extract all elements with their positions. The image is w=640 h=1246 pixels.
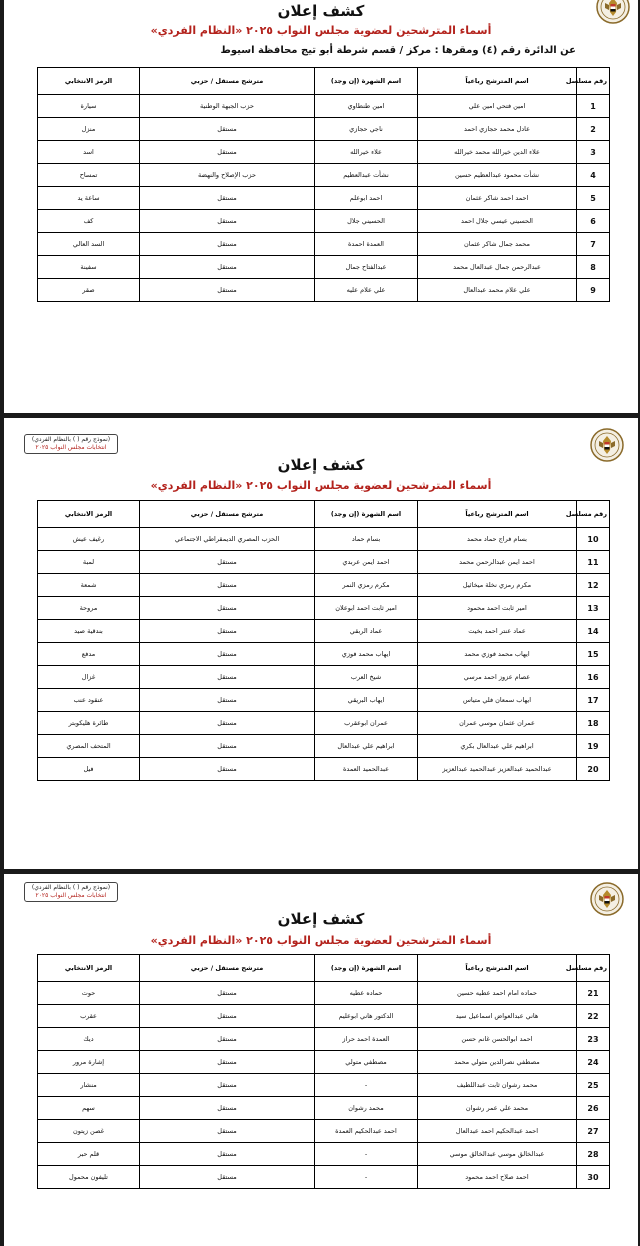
header-name: اسم المترشح رباعياً: [418, 501, 577, 528]
cell-serial: 20: [577, 758, 610, 781]
cell-affiliation: مستقل: [140, 279, 315, 302]
table-row: [38, 597, 610, 620]
cell-serial: 3: [577, 141, 610, 164]
header-name: اسم المترشح رباعياً: [418, 955, 577, 982]
cell-affiliation: مستقل: [140, 256, 315, 279]
cell-candidate-name: عادل محمد حجازي احمد: [418, 118, 577, 141]
table-row: [38, 528, 610, 551]
table-row: [38, 689, 610, 712]
cell-popular-name: عمران ابوعقرب: [315, 712, 418, 735]
cell-symbol: مروحة: [38, 597, 140, 620]
page-subtitle: أسماء المترشحين لعضوية مجلس النواب ٢٠٢٥ «النظام الفردي»: [150, 479, 492, 492]
cell-candidate-name: ابراهيم علي عبدالعال بكري: [418, 735, 577, 758]
table-header-row: [38, 955, 610, 982]
cell-affiliation: مستقل: [140, 1051, 315, 1074]
cell-serial: 7: [577, 233, 610, 256]
cell-affiliation: مستقل: [140, 597, 315, 620]
cell-symbol: رغيف عيش: [38, 528, 140, 551]
cell-affiliation: مستقل: [140, 1074, 315, 1097]
cell-symbol: غصن زيتون: [38, 1120, 140, 1143]
cell-serial: 15: [577, 643, 610, 666]
cell-candidate-name: امير ثابت احمد محمود: [418, 597, 577, 620]
stamp-line-1: (نموذج رقم ( ) بالنظام الفردي): [31, 436, 111, 443]
cell-affiliation: مستقل: [140, 982, 315, 1005]
cell-serial: 4: [577, 164, 610, 187]
cell-symbol: حوت: [38, 982, 140, 1005]
cell-affiliation: مستقل: [140, 712, 315, 735]
table-row: [38, 1005, 610, 1028]
cell-popular-name: -: [315, 1143, 418, 1166]
stamp-line-2: انتخابات مجلس النواب ٢٠٢٥: [35, 892, 107, 899]
cell-candidate-name: محمد علي عمر رشوان: [418, 1097, 577, 1120]
cell-serial: 17: [577, 689, 610, 712]
cell-candidate-name: علي علام محمد عبدالعال: [418, 279, 577, 302]
cell-affiliation: مستقل: [140, 233, 315, 256]
header-symbol: الرمز الانتخابي: [38, 68, 140, 95]
table-row: [38, 1143, 610, 1166]
cell-serial: 30: [577, 1166, 610, 1189]
stamp-line-2: انتخابات مجلس النواب ٢٠٢٥: [35, 444, 107, 451]
table-row: [38, 1051, 610, 1074]
cell-symbol: تليفون محمول: [38, 1166, 140, 1189]
cell-popular-name: احمد ايمن عربدي: [315, 551, 418, 574]
cell-popular-name: مكرم رمزي النمر: [315, 574, 418, 597]
cell-affiliation: مستقل: [140, 141, 315, 164]
cell-affiliation: حزب الجبهة الوطنية: [140, 95, 315, 118]
cell-serial: 5: [577, 187, 610, 210]
header-popular-name: اسم الشهرة (إن وجد): [315, 955, 418, 982]
cell-affiliation: مستقل: [140, 1028, 315, 1051]
cell-serial: 22: [577, 1005, 610, 1028]
cell-affiliation: مستقل: [140, 666, 315, 689]
cell-symbol: السد العالي: [38, 233, 140, 256]
table-body: [38, 528, 610, 781]
cell-popular-name: ناجي حجازي: [315, 118, 418, 141]
cell-serial: 23: [577, 1028, 610, 1051]
cell-serial: 24: [577, 1051, 610, 1074]
header-affiliation: مترشح مستقل / حزبي: [140, 955, 315, 982]
table-row: [38, 551, 610, 574]
cell-candidate-name: عبدالحميد عبدالعزيز عبدالحميد عبدالعزيز: [418, 758, 577, 781]
cell-symbol: ساعة يد: [38, 187, 140, 210]
cell-popular-name: حماده عطيه: [315, 982, 418, 1005]
cell-symbol: عقرب: [38, 1005, 140, 1028]
cell-serial: 25: [577, 1074, 610, 1097]
cell-popular-name: -: [315, 1166, 418, 1189]
cell-symbol: إشارة مرور: [38, 1051, 140, 1074]
table-row: [38, 256, 610, 279]
page-subtitle: أسماء المترشحين لعضوية مجلس النواب ٢٠٢٥ «النظام الفردي»: [150, 934, 492, 947]
cell-popular-name: ايهاب محمد فوزي: [315, 643, 418, 666]
cell-candidate-name: احمد عبدالحكيم احمد عبدالعال: [418, 1120, 577, 1143]
cell-candidate-name: احمد ابوالحسن غانم حسن: [418, 1028, 577, 1051]
cell-symbol: غزال: [38, 666, 140, 689]
cell-candidate-name: محمد جمال شاكر عثمان: [418, 233, 577, 256]
cell-symbol: طائرة هليكوبتر: [38, 712, 140, 735]
page-title: كشف إعلان: [277, 2, 365, 20]
table-header-row: [38, 68, 610, 95]
table-row: [38, 574, 610, 597]
cell-popular-name: محمد رشوان: [315, 1097, 418, 1120]
cell-symbol: لمبة: [38, 551, 140, 574]
cell-serial: 6: [577, 210, 610, 233]
cell-affiliation: مستقل: [140, 620, 315, 643]
cell-affiliation: مستقل: [140, 758, 315, 781]
cell-symbol: اسد: [38, 141, 140, 164]
cell-symbol: سهم: [38, 1097, 140, 1120]
cell-symbol: المتحف المصري: [38, 735, 140, 758]
cell-popular-name: مصطفي متولي: [315, 1051, 418, 1074]
document-page-3: [4, 874, 638, 1246]
cell-symbol: قلم حبر: [38, 1143, 140, 1166]
cell-affiliation: مستقل: [140, 1097, 315, 1120]
cell-serial: 16: [577, 666, 610, 689]
cell-affiliation: مستقل: [140, 574, 315, 597]
table-row: [38, 1028, 610, 1051]
table-body: [38, 982, 610, 1189]
cell-affiliation: مستقل: [140, 551, 315, 574]
cell-serial: 12: [577, 574, 610, 597]
cell-candidate-name: ايهاب محمد فوزي محمد: [418, 643, 577, 666]
cell-symbol: منشار: [38, 1074, 140, 1097]
document-page-2: [4, 418, 638, 869]
header-affiliation: مترشح مستقل / حزبي: [140, 501, 315, 528]
cell-candidate-name: عماد عنتر احمد بخيت: [418, 620, 577, 643]
table-body: [38, 95, 610, 302]
cell-popular-name: عبدالحميد العمدة: [315, 758, 418, 781]
cell-popular-name: الدكتور هاني ابوعليم: [315, 1005, 418, 1028]
table-row: [38, 1120, 610, 1143]
cell-serial: 8: [577, 256, 610, 279]
cell-popular-name: نشأت عبدالعظيم: [315, 164, 418, 187]
cell-symbol: سيارة: [38, 95, 140, 118]
cell-candidate-name: ايهاب سمعان فلي متياس: [418, 689, 577, 712]
cell-serial: 21: [577, 982, 610, 1005]
header-affiliation: مترشح مستقل / حزبي: [140, 68, 315, 95]
table-header-row: [38, 501, 610, 528]
form-stamp: [24, 434, 118, 454]
header-symbol: الرمز الانتخابي: [38, 955, 140, 982]
cell-serial: 9: [577, 279, 610, 302]
cell-candidate-name: امين فتحي امين علي: [418, 95, 577, 118]
page-subtitle: أسماء المترشحين لعضوية مجلس النواب ٢٠٢٥ «النظام الفردي»: [150, 24, 492, 37]
cell-popular-name: العمدة احمد حراز: [315, 1028, 418, 1051]
document-page-1: [4, 0, 638, 413]
cell-serial: 13: [577, 597, 610, 620]
cell-popular-name: علي علام عليه: [315, 279, 418, 302]
cell-candidate-name: حماده امام احمد عطيه حسين: [418, 982, 577, 1005]
header-serial: رقم مسلسل: [577, 501, 610, 528]
cell-serial: 11: [577, 551, 610, 574]
cell-serial: 2: [577, 118, 610, 141]
header-serial: رقم مسلسل: [577, 955, 610, 982]
cell-popular-name: العمدة احمدة: [315, 233, 418, 256]
form-stamp: [24, 882, 118, 902]
cell-candidate-name: محمد رشوان ثابت عبداللطيف: [418, 1074, 577, 1097]
header-popular-name: اسم الشهرة (إن وجد): [315, 501, 418, 528]
table-row: [38, 279, 610, 302]
cell-serial: 18: [577, 712, 610, 735]
cell-candidate-name: عبدالرحمن جمال عبدالعال محمد: [418, 256, 577, 279]
cell-candidate-name: مصطفي نصرالدين متولي محمد: [418, 1051, 577, 1074]
cell-serial: 19: [577, 735, 610, 758]
header-serial: رقم مسلسل: [577, 68, 610, 95]
cell-candidate-name: الحسيني عيسي جلال احمد: [418, 210, 577, 233]
cell-candidate-name: بسام فراج حماد محمد: [418, 528, 577, 551]
cell-symbol: شمعة: [38, 574, 140, 597]
cell-symbol: سفينة: [38, 256, 140, 279]
table-row: [38, 141, 610, 164]
cell-popular-name: امير ثابت احمد ابوعلان: [315, 597, 418, 620]
table-row: [38, 164, 610, 187]
cell-serial: 1: [577, 95, 610, 118]
cell-symbol: ديك: [38, 1028, 140, 1051]
table-row: [38, 210, 610, 233]
cell-popular-name: بسام حماد: [315, 528, 418, 551]
cell-serial: 28: [577, 1143, 610, 1166]
cell-popular-name: ابراهيم علي عبدالعال: [315, 735, 418, 758]
cell-popular-name: احمد عبدالحكيم العمدة: [315, 1120, 418, 1143]
table-row: [38, 620, 610, 643]
cell-serial: 10: [577, 528, 610, 551]
cell-candidate-name: عصام عزوز احمد مرسي: [418, 666, 577, 689]
cell-candidate-name: هاني عبدالعواض اسماعيل سيد: [418, 1005, 577, 1028]
candidates-table: [37, 67, 610, 302]
cell-affiliation: حزب الإصلاح والنهضة: [140, 164, 315, 187]
cell-candidate-name: احمد ايمن عبدالرحمن محمد: [418, 551, 577, 574]
district-line: عن الدائرة رقم (٤) ومقرها : مركز / قسم شرطة أبو تيج محافظة اسيوط: [220, 45, 576, 56]
table-row: [38, 1166, 610, 1189]
table-row: [38, 187, 610, 210]
table-row: [38, 118, 610, 141]
cell-serial: 14: [577, 620, 610, 643]
cell-symbol: فيل: [38, 758, 140, 781]
table-row: [38, 643, 610, 666]
page-title: كشف إعلان: [277, 456, 365, 474]
cell-symbol: تمساح: [38, 164, 140, 187]
cell-candidate-name: عبدالخالق موسي عبدالخالق موسي: [418, 1143, 577, 1166]
candidates-table: [37, 954, 610, 1189]
cell-symbol: صقر: [38, 279, 140, 302]
cell-affiliation: مستقل: [140, 1120, 315, 1143]
cell-affiliation: مستقل: [140, 210, 315, 233]
candidates-table: [37, 500, 610, 781]
cell-candidate-name: نشأت محمود عبدالعظيم حسين: [418, 164, 577, 187]
cell-candidate-name: احمد احمد شاكر عثمان: [418, 187, 577, 210]
table-row: [38, 1074, 610, 1097]
cell-affiliation: مستقل: [140, 118, 315, 141]
table-row: [38, 666, 610, 689]
table-row: [38, 982, 610, 1005]
header-name: اسم المترشح رباعياً: [418, 68, 577, 95]
cell-affiliation: الحزب المصري الديمقراطي الاجتماعي: [140, 528, 315, 551]
header-popular-name: اسم الشهرة (إن وجد): [315, 68, 418, 95]
cell-popular-name: شيخ العرب: [315, 666, 418, 689]
header-symbol: الرمز الانتخابي: [38, 501, 140, 528]
table-row: [38, 233, 610, 256]
cell-popular-name: ايهاب البريقي: [315, 689, 418, 712]
cell-symbol: مدفع: [38, 643, 140, 666]
cell-popular-name: امين طنطاوي: [315, 95, 418, 118]
cell-candidate-name: علاء الدين خيرالله محمد خيرالله: [418, 141, 577, 164]
cell-affiliation: مستقل: [140, 643, 315, 666]
cell-candidate-name: عمران عثمان موسي عمران: [418, 712, 577, 735]
cell-popular-name: علاء خيرالله: [315, 141, 418, 164]
cell-candidate-name: مكرم رمزي نخلة ميخائيل: [418, 574, 577, 597]
cell-affiliation: مستقل: [140, 1005, 315, 1028]
cell-symbol: عنقود عنب: [38, 689, 140, 712]
table-row: [38, 735, 610, 758]
table-row: [38, 95, 610, 118]
cell-affiliation: مستقل: [140, 1143, 315, 1166]
table-row: [38, 712, 610, 735]
cell-symbol: منزل: [38, 118, 140, 141]
table-row: [38, 758, 610, 781]
cell-affiliation: مستقل: [140, 689, 315, 712]
cell-serial: 26: [577, 1097, 610, 1120]
table-row: [38, 1097, 610, 1120]
cell-candidate-name: احمد صلاح احمد محمود: [418, 1166, 577, 1189]
cell-symbol: كف: [38, 210, 140, 233]
cell-affiliation: مستقل: [140, 187, 315, 210]
cell-popular-name: عماد الربقي: [315, 620, 418, 643]
cell-affiliation: مستقل: [140, 735, 315, 758]
cell-serial: 27: [577, 1120, 610, 1143]
cell-symbol: بندقية صيد: [38, 620, 140, 643]
cell-popular-name: احمد ابوعلم: [315, 187, 418, 210]
stamp-line-1: (نموذج رقم ( ) بالنظام الفردي): [31, 884, 111, 891]
cell-popular-name: -: [315, 1074, 418, 1097]
cell-popular-name: عبدالفتاح جمال: [315, 256, 418, 279]
page-title: كشف إعلان: [277, 910, 365, 928]
cell-popular-name: الحسيني جلال: [315, 210, 418, 233]
cell-affiliation: مستقل: [140, 1166, 315, 1189]
